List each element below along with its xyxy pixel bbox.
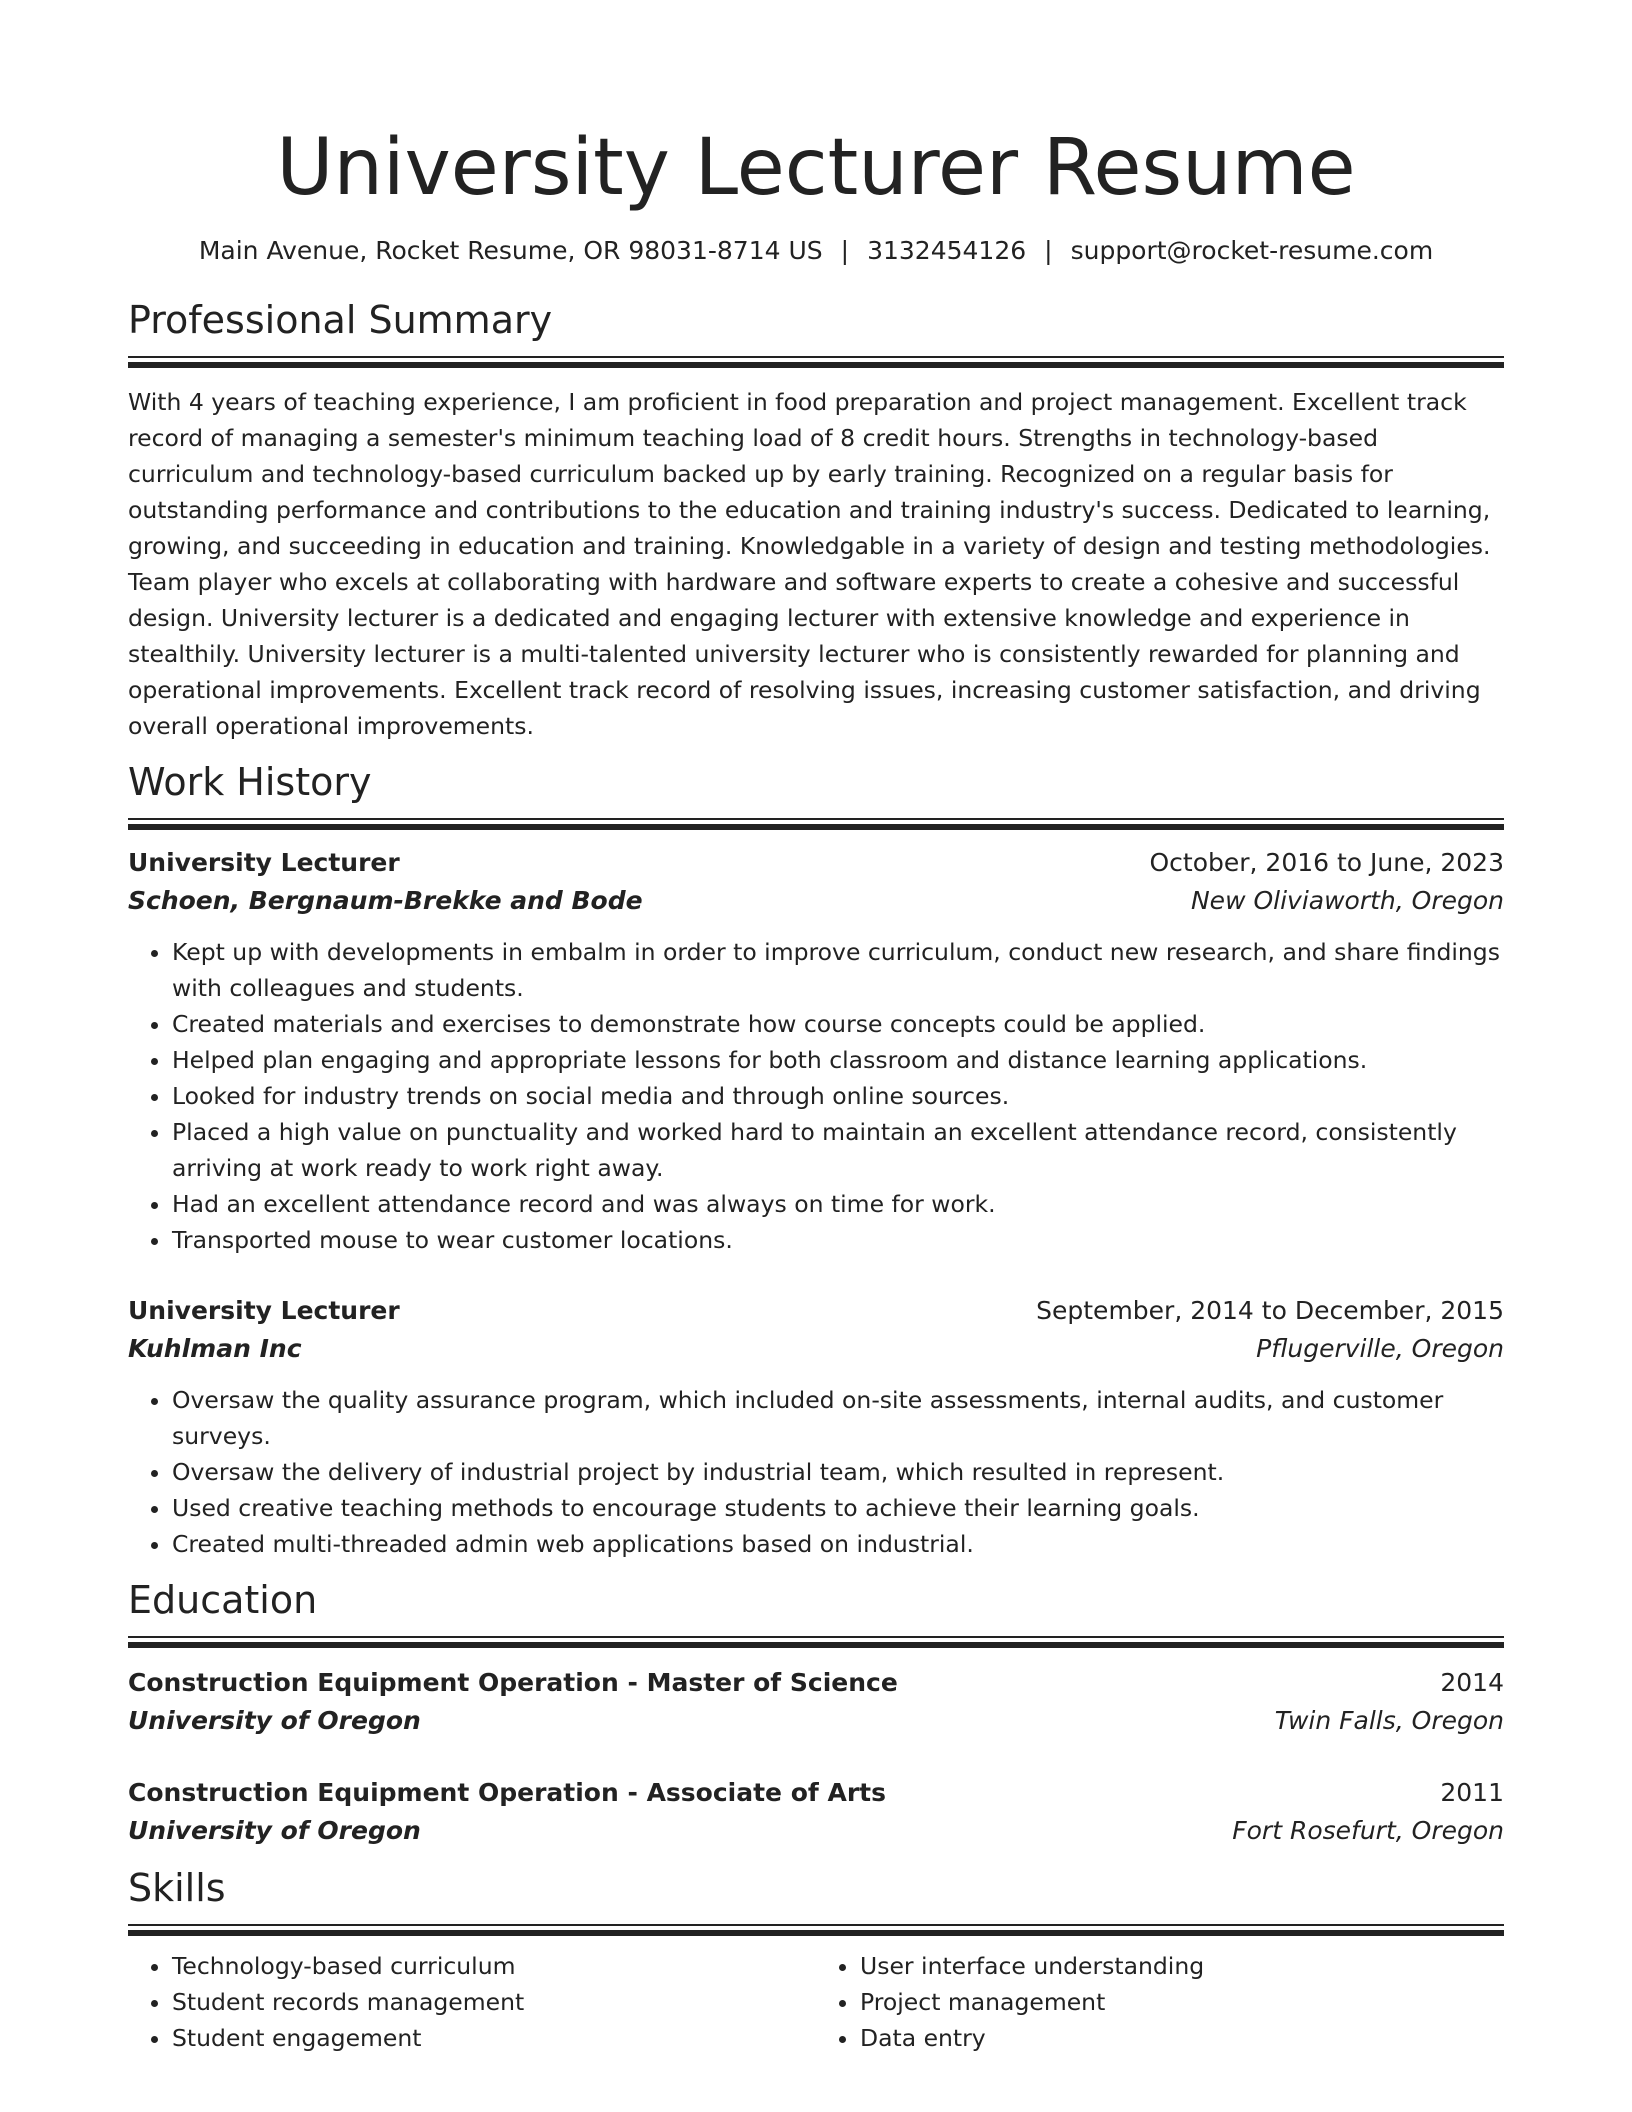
job-bullet: • Created multi-threaded admin web applications based on industrial.: [172, 1526, 1504, 1562]
job-bullet: • Had an excellent attendance record and was always on time for work.: [172, 1186, 1504, 1222]
job-bullet: • Kept up with developments in embalm in order to improve curriculum, conduct new research, and share findings with colleagues and students.: [172, 934, 1504, 1006]
job-location: Pflugerville, Oregon: [1256, 1334, 1504, 1363]
education-school-row: [128, 1812, 1504, 1850]
job-company: Schoen, Bergnaum-Brekke and Bode: [128, 886, 643, 915]
skills-list-left: [128, 1948, 816, 2056]
job-company-row: [128, 1330, 1504, 1368]
contact-phone: 3132454126: [867, 236, 1027, 265]
skill-item: • Technology-based curriculum: [172, 1948, 816, 1984]
summary-heading: Professional Summary: [128, 298, 553, 342]
education-year: 2011: [1440, 1778, 1504, 1807]
education-school: University of Oregon: [128, 1706, 421, 1735]
job-entry: [128, 1292, 1504, 1562]
education-section: [128, 1576, 1504, 1850]
job-bullets: [128, 1382, 1504, 1562]
job-company: Kuhlman Inc: [128, 1334, 302, 1363]
education-location: Fort Rosefurt, Oregon: [1232, 1816, 1504, 1845]
section-divider: [128, 1924, 1504, 1936]
section-divider: [128, 1636, 1504, 1648]
job-bullet: • Looked for industry trends on social media and through online sources.: [172, 1078, 1504, 1114]
job-bullet: • Placed a high value on punctuality and worked hard to maintain an excellent attendance record, consistently arriving at work ready to work right away.: [172, 1114, 1504, 1186]
skills-section: [128, 1864, 1504, 2056]
job-bullet: • Oversaw the delivery of industrial project by industrial team, which resulted in represent.: [172, 1454, 1504, 1490]
education-degree-row: [128, 1664, 1504, 1702]
education-degree-row: [128, 1774, 1504, 1812]
skill-item: • Student engagement: [172, 2020, 816, 2056]
skills-heading: Skills: [128, 1866, 226, 1910]
education-school: University of Oregon: [128, 1816, 421, 1845]
job-header-row: [128, 1292, 1504, 1330]
job-header-row: [128, 844, 1504, 882]
skills-list-right: [816, 1948, 1504, 2056]
contact-address: Main Avenue, Rocket Resume, OR 98031-8714 US: [198, 236, 823, 265]
job-title: University Lecturer: [128, 1296, 400, 1325]
skill-item: • Project management: [860, 1984, 1504, 2020]
work-history-heading: Work History: [128, 760, 372, 804]
job-entry: [128, 844, 1504, 1258]
skill-item: • Data entry: [860, 2020, 1504, 2056]
summary-text: With 4 years of teaching experience, I am proficient in food preparation and project management. Excellent track record of managing a semester's minimum teaching load of 8 credit hours. Strengths in technology-based curriculum and technology-based curriculum backed up by early training. Recognized on a regular basis for outstanding performance and contributions to the education and training industry's success. Dedicated to learning, growing, and succeeding in education and training. Knowledgable in a variety of design and testing methodologies. Team player who excels at collaborating with hardware and software experts to create a cohesive and successful design. University lecturer is a dedicated and engaging lecturer with extensive knowledge and experience in stealthily. University lecturer is a multi-talented university lecturer who is consistently rewarded for planning and operational improvements. Excellent track record of resolving issues, increasing customer satisfaction, and driving overall operational improvements.: [128, 388, 1491, 740]
summary-section: [128, 296, 1504, 744]
job-bullet: • Oversaw the quality assurance program, which included on-site assessments, internal audits, and customer surveys.: [172, 1382, 1504, 1454]
contact-separator: |: [840, 236, 850, 265]
education-year: 2014: [1440, 1668, 1504, 1697]
job-bullet: • Transported mouse to wear customer locations.: [172, 1222, 1504, 1258]
work-history-section: [128, 758, 1504, 1562]
job-company-row: [128, 882, 1504, 920]
education-school-row: [128, 1702, 1504, 1740]
skill-item: • Student records management: [172, 1984, 816, 2020]
contact-email: support@rocket-resume.com: [1070, 236, 1434, 265]
section-divider: [128, 356, 1504, 368]
education-degree: Construction Equipment Operation - Associate of Arts: [128, 1778, 886, 1807]
job-bullet: • Helped plan engaging and appropriate lessons for both classroom and distance learning applications.: [172, 1042, 1504, 1078]
education-entry: [128, 1774, 1504, 1850]
education-location: Twin Falls, Oregon: [1274, 1706, 1504, 1735]
contact-separator: |: [1044, 236, 1053, 265]
education-entry: [128, 1664, 1504, 1740]
resume-page: [128, 0, 1504, 2056]
job-bullets: [128, 934, 1504, 1258]
job-bullet: • Used creative teaching methods to encourage students to achieve their learning goals.: [172, 1490, 1504, 1526]
section-divider: [128, 818, 1504, 830]
job-dates: October, 2016 to June, 2023: [1149, 848, 1504, 877]
job-location: New Oliviaworth, Oregon: [1190, 886, 1504, 915]
education-degree: Construction Equipment Operation - Master of Science: [128, 1668, 898, 1697]
resume-title: University Lecturer Resume: [276, 123, 1356, 213]
contact-line: [128, 234, 1504, 268]
skill-item: • User interface understanding: [860, 1948, 1504, 1984]
job-bullet: • Created materials and exercises to demonstrate how course concepts could be applied.: [172, 1006, 1504, 1042]
job-title: University Lecturer: [128, 848, 400, 877]
job-dates: September, 2014 to December, 2015: [1036, 1296, 1504, 1325]
skills-columns: [128, 1948, 1504, 2056]
education-heading: Education: [128, 1578, 318, 1622]
